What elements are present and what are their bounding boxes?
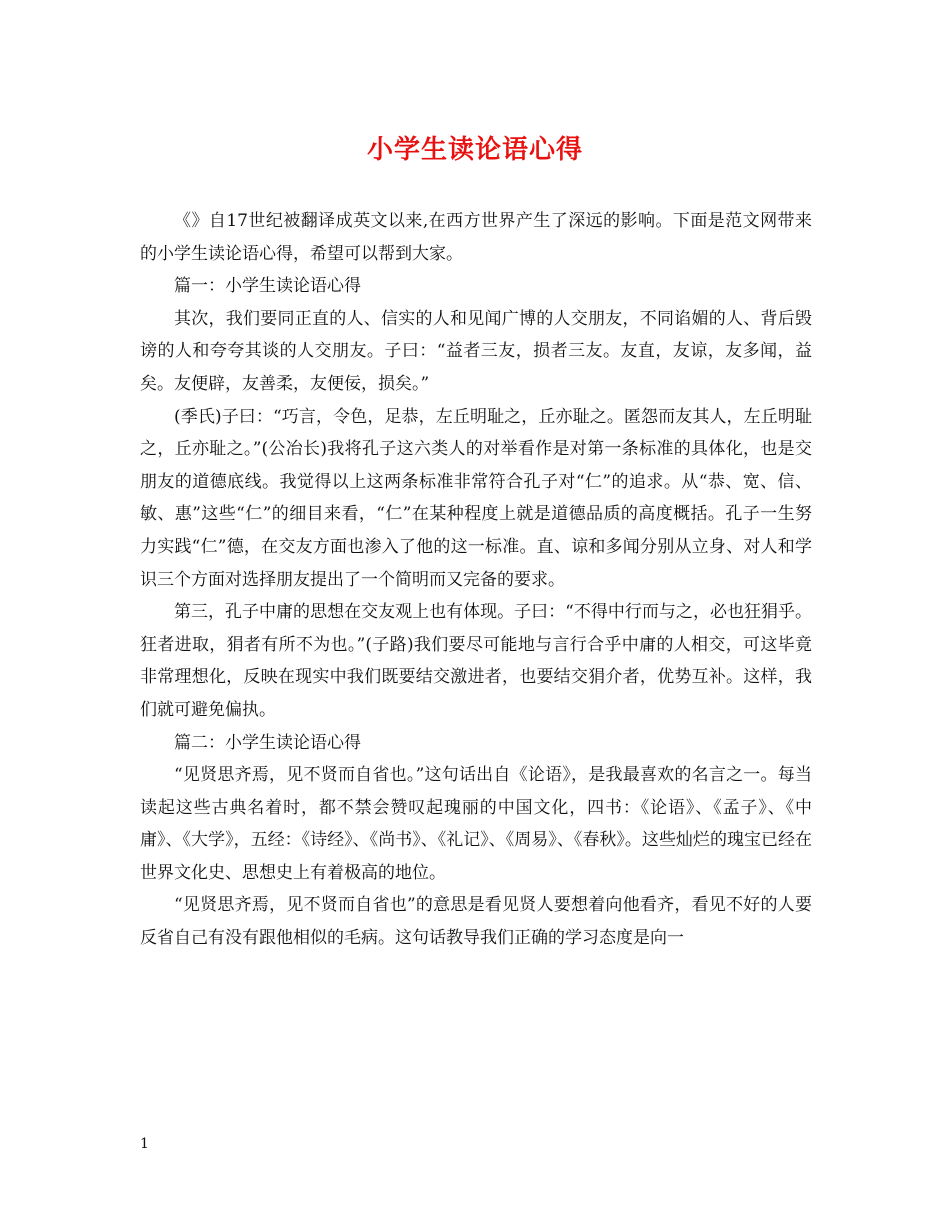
- page-number: 1: [140, 1136, 149, 1152]
- paragraph: 第三，孔子中庸的思想在交友观上也有体现。子曰：“不得中行而与之，必也狂狷乎。狂者进取，狷者有所不为也。”(子路)我们要尽可能地与言行合乎中庸的人相交，可这毕竟非常理想化，反映在现实中我们既要结交激进者，也要结交狷介者，优势互补。这样，我们就可避免偏执。: [140, 602, 812, 720]
- section-heading-1: 篇一：小学生读论语心得: [174, 276, 361, 297]
- paragraph: “见贤思齐焉，见不贤而自省也”的意思是看见贤人要想着向他看齐，看见不好的人要反省自己有没有跟他相似的毛病。这句话教导我们正确的学习态度是向一: [140, 895, 812, 949]
- paragraph: (季氏)子曰：“巧言，令色，足恭，左丘明耻之，丘亦耻之。匿怨而友其人，左丘明耻之，丘亦耻之。”(公冶长)我将孔子这六类人的对举看作是对第一条标准的具体化，也是交朋友的道德底线。我觉得以上这两条标准非常符合孔子对“仁”的追求。从“恭、宽、信、敏、惠”这些“仁”的细目来看，“仁”在某种程度上就是道德品质的高度概括。孔子一生努力实践“仁”德，在交友方面也渗入了他的这一标准。直、谅和多闻分别从立身、对人和学识三个方面对选择朋友提出了一个简明而又完备的要求。: [140, 406, 812, 590]
- paragraph: “见贤思齐焉，见不贤而自省也。”这句话出自《论语》，是我最喜欢的名言之一。每当读起这些古典名着时，都不禁会赞叹起瑰丽的中国文化，四书：《论语》、《孟子》、《中庸》、《大学》，五经：《诗经》、《尚书》、《礼记》、《周易》、《春秋》。这些灿烂的瑰宝已经在世界文化史、思想史上有着极高的地位。: [140, 765, 812, 883]
- document-body: [140, 205, 812, 955]
- paragraph: 其次，我们要同正直的人、信实的人和见闻广博的人交朋友，不同谄媚的人、背后毁谤的人和夸夸其谈的人交朋友。子曰：“益者三友，损者三友。友直，友谅，友多闻，益矣。友便辟，友善柔，友便佞，损矣。”: [140, 308, 812, 394]
- document-title: 小学生读论语心得: [366, 135, 583, 165]
- section-heading-2: 篇二：小学生读论语心得: [174, 732, 361, 753]
- paragraph-intro: 《》自17世纪被翻译成英文以来,在西方世界产生了深远的影响。下面是范文网带来的小学生读论语心得，希望可以帮到大家。: [140, 211, 812, 264]
